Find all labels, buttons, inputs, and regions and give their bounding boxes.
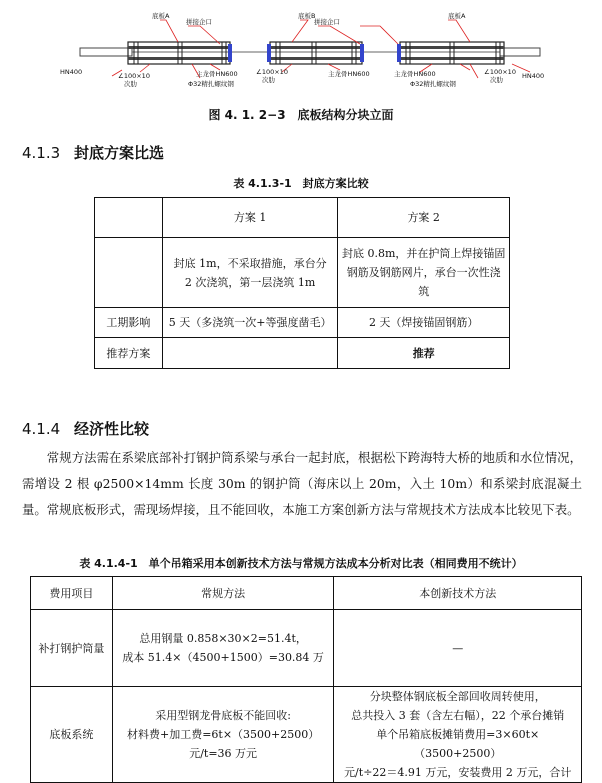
table-2-caption: 表 4.1.4-1 单个吊箱采用本创新技术方法与常规方法成本分析对比表（相同费用不统计） [79, 557, 523, 570]
section-413-title: 封底方案比选 [74, 144, 165, 162]
table-header-cell: 费用项目 [31, 577, 113, 610]
paragraph-text: 常规方法需在系梁底部补打钢护筒系梁与承台一起封底，根据松下跨海特大桥的地质和水位情况，需增设 2 根 φ2500×14mm 长度 30m 的钢护筒（海床以上 20m，入土 10m）和系梁封底混凝土量。常规底板形式，需现场焊接，且不能回收，本施工方案创新方法与常规技术方法成本比较见下表。 [22, 450, 582, 517]
section-413-heading [22, 142, 164, 163]
cell-line: 元/t÷22＝4.91 万元，安装费用 2 万元，合计 [344, 766, 572, 779]
cell-line: 总共投入 3 套（含左右幅），22 个承台摊销 [351, 709, 565, 722]
table-cell: 2 天（焊接锚固钢筋） [338, 308, 510, 338]
table-row [95, 308, 510, 338]
table-header-cell: 常规方法 [112, 577, 334, 610]
table-cell: 推荐 [338, 338, 510, 369]
label-hn400-right: HN400 [522, 72, 545, 80]
label-splice-2: 拼接企口 [314, 18, 340, 26]
label-main-1: 主龙骨HN600 [196, 70, 238, 78]
table-cell: 封底 1m，不采取措施，承台分 2 次浇筑，第一层浇筑 1m [162, 238, 338, 308]
block-a-left [128, 42, 232, 64]
block-b [267, 42, 364, 64]
label-joist-3-sub: 次肋 [490, 76, 503, 84]
label-joist-2: ∠100×10 [256, 68, 288, 76]
table-cell [334, 687, 582, 783]
table-cell: 补打钢护筒量 [31, 610, 113, 687]
table-cell [112, 610, 334, 687]
table-cell: 底板系统 [31, 687, 113, 783]
table-cell [95, 198, 163, 238]
body-paragraph [22, 445, 582, 523]
label-joist-1-sub: 次肋 [124, 80, 137, 88]
table-cell: 工期影响 [95, 308, 163, 338]
section-413-number: 4.1.3 [22, 144, 61, 162]
cost-comparison-table [30, 576, 582, 783]
table-row [95, 238, 510, 308]
table-cell [162, 338, 338, 369]
cell-line: 采用型钢龙骨底板不能回收: [155, 709, 291, 722]
scheme-comparison-table [94, 197, 510, 369]
label-plate-a-right: 底板A [448, 12, 466, 20]
cell-line: 成本 51.4×（4500+1500）=30.84 万 [122, 651, 324, 664]
label-plate-b: 底板B [298, 12, 316, 20]
table-1-caption: 表 4.1.3-1 封底方案比较 [233, 177, 369, 190]
label-main-3: 主龙骨HN600 [394, 70, 436, 78]
table-header-cell: 本创新技术方法 [334, 577, 582, 610]
label-main-2: 主龙骨HN600 [328, 70, 370, 78]
label-splice-1: 拼接企口 [186, 18, 212, 26]
table-row [95, 198, 510, 238]
label-joist-1: ∠100×10 [118, 72, 150, 80]
table-header-cell: 方案 1 [162, 198, 338, 238]
cell-line: 分块整体钢底板全部回收周转使用， [369, 690, 546, 703]
table-cell: 推荐方案 [95, 338, 163, 369]
cell-line: 总用钢量 0.858×30×2=51.4t， [139, 632, 307, 645]
section-414-number: 4.1.4 [22, 420, 61, 438]
label-rod-1: Φ32精扎螺纹钢 [188, 80, 234, 88]
label-hn400-left: HN400 [60, 68, 83, 76]
cell-line: 元/t=36 万元 [189, 747, 258, 760]
figure-caption: 图 4. 1. 2−3 底板结构分块立面 [208, 108, 394, 122]
table-cell: 5 天（多浇筑一次+等强度凿毛） [162, 308, 338, 338]
block-a-right [397, 42, 504, 64]
table-cell: — [334, 610, 582, 687]
table-row [31, 687, 582, 783]
section-414-title: 经济性比较 [74, 420, 150, 438]
label-plate-a-left: 底板A [152, 12, 170, 20]
table-header-cell: 方案 2 [338, 198, 510, 238]
table-cell: 封底 0.8m，并在护筒上焊接锚固钢筋及钢筋网片，承台一次性浇筑 [338, 238, 510, 308]
table-cell [95, 238, 163, 308]
label-rod-3: Φ32精扎螺纹钢 [410, 80, 456, 88]
label-joist-3: ∠100×10 [484, 68, 516, 76]
base-plate-elevation-diagram [60, 4, 550, 98]
table-cell [112, 687, 334, 783]
table-row [95, 338, 510, 369]
cell-line: 单个吊箱底板摊销费用=3×60t×（3500+2500） [376, 728, 540, 760]
table-row [31, 577, 582, 610]
table-row [31, 610, 582, 687]
label-joist-2-sub: 次肋 [262, 76, 275, 84]
cell-line: 材料费+加工费=6t×（3500+2500） [126, 728, 320, 741]
section-414-heading [22, 418, 149, 439]
